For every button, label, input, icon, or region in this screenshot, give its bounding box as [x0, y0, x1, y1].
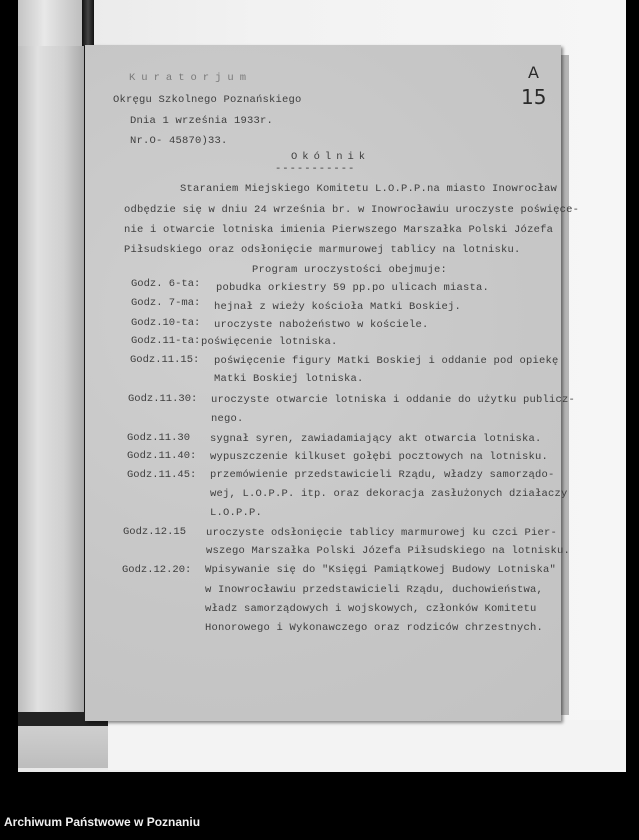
intro-line: odbędzie się w dniu 24 września br. w Inowrocławiu uroczyste poświęce-	[124, 204, 580, 216]
intro-line: Piłsudskiego oraz odsłonięcie marmurowej tablicy na lotnisku.	[124, 244, 521, 256]
program-text: uroczyste odsłonięcie tablicy marmurowej ku czci Pier-	[206, 527, 558, 539]
adjacent-page-left-top	[18, 0, 84, 46]
header-office: Kuratorjum	[129, 72, 253, 84]
program-text: poświęcenie figury Matki Boskiej i oddanie pod opiekę	[214, 355, 559, 367]
program-text: wszego Marszałka Polski Józefa Piłsudskiego na lotnisku.	[206, 545, 571, 557]
adjacent-page-left	[18, 0, 84, 712]
program-time: Godz.12.20:	[122, 564, 192, 576]
program-text: Wpisywanie się do "Księgi Pamiątkowej Budowy Lotniska"	[205, 564, 557, 576]
handwritten-mark: A	[528, 63, 539, 82]
program-text: wej, L.O.P.P. itp. oraz dekoracja zasłużonych działaczy	[210, 488, 568, 500]
title-underline: -----------	[275, 163, 356, 175]
program-text: hejnał z wieży kościoła Matki Boskiej.	[214, 301, 462, 313]
program-time: Godz.11.15:	[130, 354, 200, 366]
intro-line: nie i otwarcie lotniska imienia Pierwszego Marszałka Polski Józefa	[124, 224, 554, 236]
document-page	[85, 45, 580, 721]
intro-line: Staraniem Miejskiego Komitetu L.O.P.P.na miasto Inowrocław	[180, 183, 558, 195]
program-time: Godz.10-ta:	[131, 317, 201, 329]
page-edge	[561, 55, 569, 715]
header-reference-number: Nr.O- 45870)33.	[130, 135, 228, 147]
header-date: Dnia 1 września 1933r.	[130, 115, 274, 127]
program-time: Godz.11.30	[127, 432, 191, 444]
archive-watermark: Archiwum Państwowe w Poznaniu	[4, 815, 201, 829]
program-time: Godz.11.45:	[127, 469, 197, 481]
program-text: uroczyste nabożeństwo w kościele.	[214, 319, 429, 331]
program-text: Matki Boskiej lotniska.	[214, 373, 364, 385]
program-text: przemówienie przedstawicieli Rządu, władzy samorządo-	[210, 469, 555, 481]
document-title: Okólnik	[291, 151, 371, 163]
handwritten-page-number: 15	[521, 85, 547, 109]
program-text: poświęcenie lotniska.	[201, 336, 338, 348]
program-heading: Program uroczystości obejmuje:	[252, 264, 448, 276]
binding-shadow	[82, 0, 94, 46]
program-text: sygnał syren, zawiadamiający akt otwarcia lotniska.	[210, 433, 542, 445]
program-time: Godz.11.40:	[127, 450, 197, 462]
program-text: L.O.P.P.	[210, 507, 263, 519]
program-time: Godz.11.30:	[128, 393, 198, 405]
program-text: Honorowego i Wykonawczego oraz rodziców chrzestnych.	[205, 622, 544, 634]
program-text: wypuszczenie kilkuset gołębi pocztowych na lotnisku.	[210, 451, 549, 463]
program-time: Godz. 7-ma:	[131, 297, 201, 309]
program-text: w Inowrocławiu przedstawicieli Rządu, duchowieństwa,	[205, 584, 544, 596]
program-time: Godz.12.15	[123, 526, 187, 538]
program-text: władz samorządowych i wojskowych, członków Komitetu	[205, 603, 537, 615]
program-time: Godz.11-ta:	[131, 335, 201, 347]
scan-border-right	[626, 0, 639, 840]
header-district: Okręgu Szkolnego Poznańskiego	[113, 94, 302, 106]
program-text: uroczyste otwarcie lotniska i oddanie do użytku publicz-	[211, 394, 576, 406]
program-text: nego.	[211, 413, 244, 425]
program-text: pobudka orkiestry 59 pp.po ulicach miasta.	[216, 282, 490, 294]
adjacent-page-bottom	[18, 726, 108, 768]
underlying-paper	[108, 720, 626, 770]
program-time: Godz. 6-ta:	[131, 278, 201, 290]
